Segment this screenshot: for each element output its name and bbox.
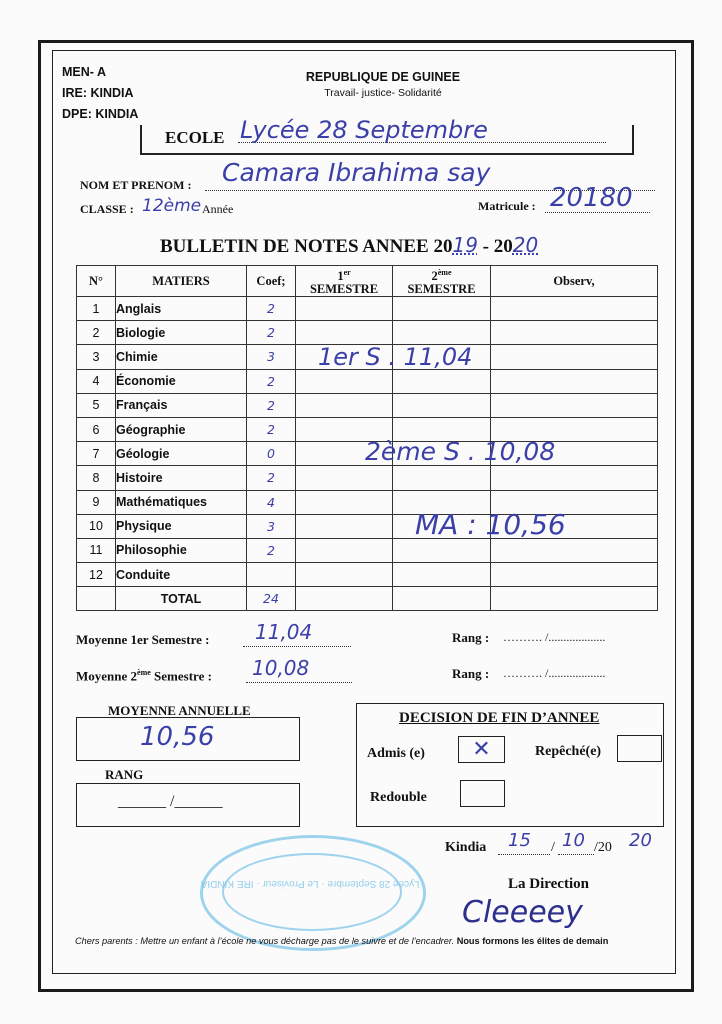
rang-box-value: ______ /______ (118, 793, 223, 810)
row-observ (491, 297, 658, 321)
header-coef: Coef; (247, 266, 296, 297)
header-sem2-sup: ème (437, 268, 452, 278)
row-num: 9 (77, 490, 116, 514)
row-coef: 0 (247, 442, 296, 466)
total-row (77, 587, 658, 611)
row-sem2 (393, 466, 491, 490)
row-coef: 2 (247, 297, 296, 321)
motto: Travail- justice- Solidarité (324, 87, 442, 99)
stamp-text: Lycée 28 Septembre · Le Proviseur · IRE KINDIA (200, 878, 420, 889)
row-subject: Économie (116, 369, 247, 393)
name-value: Camara Ibrahima say (222, 158, 491, 187)
rang2-label: Rang : (452, 666, 490, 681)
header-sem2-num: 2 (431, 269, 438, 284)
place-label: Kindia (445, 840, 487, 855)
row-subject: Géographie (116, 417, 247, 441)
ministry-label: MEN- A (62, 65, 106, 79)
school-label: ECOLE (165, 128, 225, 147)
sem2-avg-dots (246, 682, 352, 683)
rang1-dots: ………. /................... (503, 630, 606, 644)
total-value: 24 (247, 587, 296, 611)
sem2-avg-label (76, 668, 212, 684)
row-sem2 (393, 297, 491, 321)
row-coef: 4 (247, 490, 296, 514)
header-subject: MATIERS (116, 266, 247, 297)
date-year-prefix: /20 (594, 840, 612, 855)
total-s2 (393, 587, 491, 611)
row-coef: 2 (247, 369, 296, 393)
month-dots (558, 854, 594, 855)
sem2-avg-value: 10,08 (252, 656, 310, 680)
table-row (77, 369, 658, 393)
row-num: 2 (77, 321, 116, 345)
row-observ (491, 321, 658, 345)
row-observ (491, 369, 658, 393)
header-sem1 (296, 266, 393, 297)
date-year: 20 (629, 830, 652, 851)
sem2-avg-label-sup: ème (137, 668, 151, 677)
director-signature: Cleeeey (462, 895, 583, 930)
row-sem1 (296, 393, 393, 417)
row-coef: 2 (247, 393, 296, 417)
date-day: 15 (508, 830, 531, 851)
row-subject: Français (116, 393, 247, 417)
annotation-ma: MA : 10,56 (415, 508, 566, 541)
row-num: 3 (77, 345, 116, 369)
row-coef: 2 (247, 538, 296, 562)
sem2-avg-label-a: Moyenne 2 (76, 668, 138, 684)
row-observ (491, 563, 658, 587)
admis-checkbox[interactable] (458, 736, 505, 763)
table-row (77, 321, 658, 345)
row-num: 6 (77, 417, 116, 441)
row-subject: Physique (116, 514, 247, 538)
dpe-label: DPE: KINDIA (62, 107, 139, 121)
header-sem1-num: 1 (337, 269, 344, 284)
row-sem1 (296, 563, 393, 587)
date-month: 10 (562, 830, 585, 851)
rang1-label: Rang : (452, 630, 490, 645)
class-value: 12ème (142, 196, 202, 216)
row-num: 1 (77, 297, 116, 321)
row-subject: Anglais (116, 297, 247, 321)
country-title: REPUBLIQUE DE GUINEE (305, 70, 461, 84)
header-observ: Observ, (491, 266, 658, 297)
row-observ (491, 393, 658, 417)
header-sem2 (393, 266, 491, 297)
row-subject: Mathématiques (116, 490, 247, 514)
name-label: NOM ET PRENOM : (80, 178, 192, 192)
total-label: TOTAL (116, 587, 247, 611)
class-suffix: Année (202, 202, 234, 216)
school-value: Lycée 28 Septembre (240, 116, 488, 144)
matricule-label: Matricule : (478, 199, 536, 213)
row-subject: Biologie (116, 321, 247, 345)
row-num: 10 (77, 514, 116, 538)
table-row (77, 490, 658, 514)
row-sem2 (393, 393, 491, 417)
row-observ (491, 466, 658, 490)
row-sem2 (393, 369, 491, 393)
row-sem1 (296, 297, 393, 321)
class-label: CLASSE : (80, 202, 134, 216)
bulletin-year2: 20 (512, 233, 539, 257)
row-sem2 (393, 563, 491, 587)
row-sem1 (296, 490, 393, 514)
sem1-avg-label: Moyenne 1er Semestre : (76, 632, 210, 647)
row-num: 12 (77, 563, 116, 587)
row-coef: 3 (247, 345, 296, 369)
annotation-sem1: 1er S . 11,04 (318, 343, 473, 371)
matricule-value: 20180 (550, 183, 633, 213)
row-sem1 (296, 321, 393, 345)
table-row (77, 538, 658, 562)
row-coef: 3 (247, 514, 296, 538)
bulletin-separator: - 20 (477, 236, 513, 257)
admis-cross-icon: ✕ (472, 737, 491, 762)
row-subject: Conduite (116, 563, 247, 587)
total-num (77, 587, 116, 611)
annotation-sem2: 2ème S . 10,08 (365, 437, 556, 466)
sem2-avg-label-b: Semestre : (150, 668, 212, 684)
annual-label: MOYENNE ANNUELLE (108, 703, 251, 718)
total-obs (491, 587, 658, 611)
table-row (77, 466, 658, 490)
row-sem1 (296, 538, 393, 562)
table-row (77, 393, 658, 417)
annual-value: 10,56 (140, 722, 215, 752)
row-subject: Philosophie (116, 538, 247, 562)
row-sem2 (393, 538, 491, 562)
row-coef (247, 563, 296, 587)
header-num: N° (77, 266, 116, 297)
footer-note-italic: Chers parents : Mettre un enfant à l’école ne vous décharge pas de le suivre et de l’encadrer. (75, 936, 455, 946)
row-sem1 (296, 466, 393, 490)
table-row (77, 563, 658, 587)
row-sem1 (296, 369, 393, 393)
row-num: 7 (77, 442, 116, 466)
redouble-checkbox[interactable] (460, 780, 505, 807)
table-header-row (77, 266, 658, 297)
direction-label: La Direction (508, 876, 589, 892)
row-sem1 (296, 514, 393, 538)
table-row (77, 297, 658, 321)
footer-note-bold: Nous formons les élites de demain (456, 936, 609, 946)
sem1-avg-value: 11,04 (255, 620, 313, 644)
row-subject: Histoire (116, 466, 247, 490)
row-coef: 2 (247, 321, 296, 345)
total-s1 (296, 587, 393, 611)
repeche-checkbox[interactable] (617, 735, 662, 762)
row-num: 4 (77, 369, 116, 393)
bulletin-title (160, 233, 538, 258)
header-sem2-word: SEMESTRE (407, 281, 476, 296)
row-observ (491, 538, 658, 562)
redouble-label: Redouble (370, 790, 427, 805)
row-coef: 2 (247, 417, 296, 441)
rang-box-label: RANG (105, 767, 144, 782)
row-coef: 2 (247, 466, 296, 490)
header-sem1-sup: er (343, 268, 351, 278)
day-dots (498, 854, 550, 855)
bulletin-title-prefix: BULLETIN DE NOTES ANNEE 20 (160, 236, 453, 257)
admis-label: Admis (e) (367, 746, 425, 761)
row-num: 8 (77, 466, 116, 490)
row-observ (491, 345, 658, 369)
school-stamp-inner (222, 853, 402, 931)
ire-label: IRE: KINDIA (62, 86, 134, 100)
row-subject: Chimie (116, 345, 247, 369)
rang2-dots: ………. /................... (503, 666, 606, 680)
bulletin-year1: 19 (452, 233, 478, 257)
sem1-avg-dots (243, 646, 351, 647)
row-num: 11 (77, 538, 116, 562)
row-subject: Géologie (116, 442, 247, 466)
header-sem1-word: SEMESTRE (309, 281, 379, 296)
repeche-label: Repêché(e) (535, 744, 602, 759)
row-num: 5 (77, 393, 116, 417)
footer-note (75, 936, 608, 946)
decision-title: DECISION DE FIN D’ANNEE (399, 710, 600, 726)
row-sem2 (393, 321, 491, 345)
table-row (77, 514, 658, 538)
